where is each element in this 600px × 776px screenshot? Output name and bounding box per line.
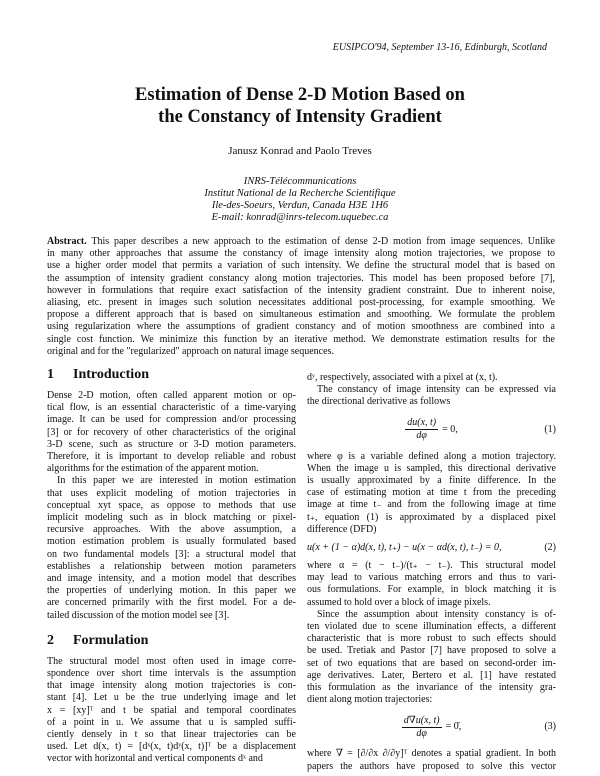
paragraph <box>47 390 296 475</box>
equation-number: (3) <box>544 721 556 733</box>
abstract-text: propose a different approach that is based on simultaneous estimation and smoothing. We formulate the problem <box>47 309 555 321</box>
equation-number: (1) <box>544 423 556 435</box>
text-line: vector with horizontal and vertical components dˣ and <box>47 753 263 765</box>
text-line: image. It can be used for compression and/or processing <box>47 414 296 426</box>
abstract-line <box>47 273 555 285</box>
paragraph <box>307 384 556 408</box>
authors: Janusz Konrad and Paolo Treves <box>228 145 372 157</box>
abstract-text: use a higher order model that permits a variation of such intensity. We define the structural model that is based on <box>47 260 555 272</box>
text-line: Dense 2-D motion, often called apparent motion or op- <box>47 390 296 401</box>
text-line: motion estimation problem is usually formulated based <box>47 536 296 548</box>
numerator: du(x, t) <box>405 417 438 430</box>
text-line: set of two equations that are based on second-order im- <box>307 657 556 669</box>
abstract-text: original and for the "regularized" approach on natural image sequences. <box>47 345 334 357</box>
text-line: establishes a relationship between motion parameters <box>47 560 296 572</box>
numerator: d∇u(x, t) <box>402 715 442 728</box>
abstract-label: Abstract. <box>47 236 87 247</box>
equation <box>307 538 556 558</box>
text-line: ten violated due to scene illumination effects, a different <box>307 621 556 633</box>
left-column <box>47 366 296 766</box>
text-line: tical flow, is an essential characteristic of a time-varying <box>47 402 296 414</box>
equation-rhs: = 0, <box>442 423 458 435</box>
paper-title <box>0 84 600 128</box>
paragraph <box>307 748 556 772</box>
abstract-line <box>47 236 555 248</box>
text-line: characteristic that is more robust to such effects should <box>307 633 556 645</box>
affiliation <box>0 176 600 224</box>
affiliation-line: E-mail: konrad@inrs-telecom.uquebec.ca <box>211 212 389 223</box>
equation-number: (2) <box>544 541 556 553</box>
text-line: where α = (t − t₋)/(t₊ − t₋). This structural model <box>307 560 556 572</box>
text-line: papers the authors have proposed to solve this vector <box>307 760 556 772</box>
text-line: age derivatives. Later, Bertero et al. [1] have restated <box>307 669 556 681</box>
text-line: assumed to hold over a block of image pixels. <box>307 596 491 608</box>
abstract-line <box>47 248 555 260</box>
text-line: stant [4]. Let u be the true underlying image and let <box>47 692 296 704</box>
abstract <box>47 236 555 358</box>
affiliation-line: Institut National de la Recherche Scientifique <box>204 188 396 199</box>
text-line: where ∇ = [∂/∂x ∂/∂y]ᵀ denotes a spatial gradient. In both <box>307 748 556 760</box>
paragraph <box>47 656 296 766</box>
denominator: dφ <box>416 727 427 739</box>
section-number: 1 <box>47 367 54 382</box>
text-line: dient along motion trajectories: <box>307 694 433 706</box>
affiliation-line: INRS-Télécommunications <box>243 176 357 187</box>
text-line: are concerned primarily with the first model. For a de- <box>47 597 296 609</box>
equation <box>307 710 556 744</box>
text-line: used. Let d(x, t) = [dˣ(x, t)dʸ(x, t)]ᵀ be a displacement <box>47 741 296 753</box>
paragraph <box>307 560 556 609</box>
text-line: tailed discussion of the motion model see [3]. <box>47 609 230 621</box>
abstract-line <box>47 346 555 358</box>
text-line: [3] or for recovery of other characteristics of the original <box>47 426 296 438</box>
fraction <box>405 417 438 442</box>
abstract-line <box>47 321 555 333</box>
section-title: Formulation <box>73 632 149 648</box>
text-line: recursive approaches. With the above assumption, a <box>47 524 296 536</box>
text-line: The constancy of image intensity can be expressed via <box>317 384 556 396</box>
paragraph <box>307 451 556 536</box>
text-line: ciently densely in t so that linear trajectories can be <box>47 729 296 741</box>
text-line: on two fundamental models [3]: a structural model that <box>47 548 296 560</box>
text-line: Since the assumption about intensity constancy is of- <box>317 608 556 620</box>
text-line: x = [xy]ᵀ and t be spatial and temporal coordinates <box>47 704 296 716</box>
text-line: ous formulations. For example, in block matching it is <box>307 584 556 596</box>
text-line: image at time t₋ and from the following image at time <box>307 499 556 511</box>
text-line: difference (DFD) <box>307 523 377 535</box>
text-line: be used. Tretiak and Pastor [7] have proposed to solve a <box>307 645 556 657</box>
right-column <box>307 372 556 773</box>
abstract-text: in many other approaches that assume the constancy of image intensity along motion trajectories, we propose to <box>47 248 555 260</box>
text-line: that image intensity along motion trajectories is con- <box>47 680 296 692</box>
paragraph <box>47 475 296 621</box>
section-number: 2 <box>47 632 54 648</box>
equation <box>307 413 556 447</box>
text-line: where φ is a variable defined along a motion trajectory. <box>307 450 556 462</box>
abstract-text: single cost function. We minimize this function by an iterative method. We demonstrate estimation results for the <box>47 333 555 345</box>
title-line: the Constancy of Intensity Gradient <box>158 107 442 127</box>
text-line: When the image u is sampled, this directional derivative <box>307 462 556 474</box>
text-line: Therefore, it is important to develop reliable and robust <box>47 451 296 463</box>
text-line: t₊, equation (1) is approximated by a displaced pixel <box>307 511 556 523</box>
denominator: dφ <box>416 430 427 442</box>
abstract-text: aliasing, etc. present in images such solution necessitates additional post-processing, for example smoothing. We <box>47 297 555 309</box>
text-line: spondence over short time intervals is the assumption <box>47 668 296 680</box>
title-line: Estimation of Dense 2-D Motion Based on <box>135 85 465 105</box>
section-heading <box>47 366 296 384</box>
text-line: the properties of underlying motion. In this paper we <box>47 585 296 597</box>
equation-text: u(x + (1 − α)d(x, t), t₊) − u(x − αd(x, t), t₋) = 0, <box>307 541 502 553</box>
section-title: Introduction <box>73 367 149 382</box>
text-line: algorithms for the estimation of the apparent motion. <box>47 463 259 475</box>
abstract-line <box>47 260 555 272</box>
text-line: is usually approximated by a finite difference. In the <box>307 475 556 487</box>
text-line: The structural model most often used in image corre- <box>47 655 296 667</box>
section-heading <box>47 632 296 650</box>
text-line: of a point in u. We assume that u is sampled suffi- <box>47 716 296 728</box>
conference-header: EUSIPCO'94, September 13-16, Edinburgh, Scotland <box>332 42 547 53</box>
text-line: that uses explicit modeling of motion trajectories in <box>47 487 296 499</box>
paragraph <box>307 609 556 707</box>
text-line: the directional derivative as follows <box>307 396 451 408</box>
text-line: conceptual xyt space, as oppose to methods that use <box>47 499 296 511</box>
text-line: 3-D scene, such as structure or 3-D motion parameters. <box>47 438 296 450</box>
text-line: may lead to various matching errors and thus to vari- <box>307 572 556 584</box>
affiliation-line: Ile-des-Soeurs, Verdun, Canada H3E 1H6 <box>211 200 389 211</box>
abstract-text: however in formulations that require exact satisfaction of the intensity gradient constraint. Due to inherent noise, <box>47 284 555 296</box>
abstract-line <box>47 285 555 297</box>
abstract-text: using regularization where the assumptions of gradient constancy and of motion smoothness are combined into a <box>47 321 555 333</box>
text-line: and image intensity, and a motion model that describes <box>47 573 296 585</box>
abstract-line <box>47 297 555 309</box>
equation-rhs: = 0̄, <box>445 721 462 733</box>
text-line: case of estimating motion at time t from the preceding <box>307 487 556 499</box>
abstract-line <box>47 334 555 346</box>
text-line: In this paper we are interested in motion estimation <box>57 475 296 487</box>
text-line: this formulation as the invariance of the intensity gra- <box>307 682 556 694</box>
abstract-line <box>47 309 555 321</box>
abstract-text: the assumption of intensity gradient constancy along motion trajectories. This model has been proposed before [7], <box>47 272 555 284</box>
fraction <box>402 715 442 740</box>
abstract-text: This paper describes a new approach to the estimation of dense 2-D motion from image sequences. Unlike <box>86 236 555 247</box>
text-line: dʸ, respectively, associated with a pixel at (x, t). <box>307 372 498 383</box>
paragraph <box>307 372 556 384</box>
text-line: implicit modeling such as in block matching or pixel- <box>47 512 296 524</box>
